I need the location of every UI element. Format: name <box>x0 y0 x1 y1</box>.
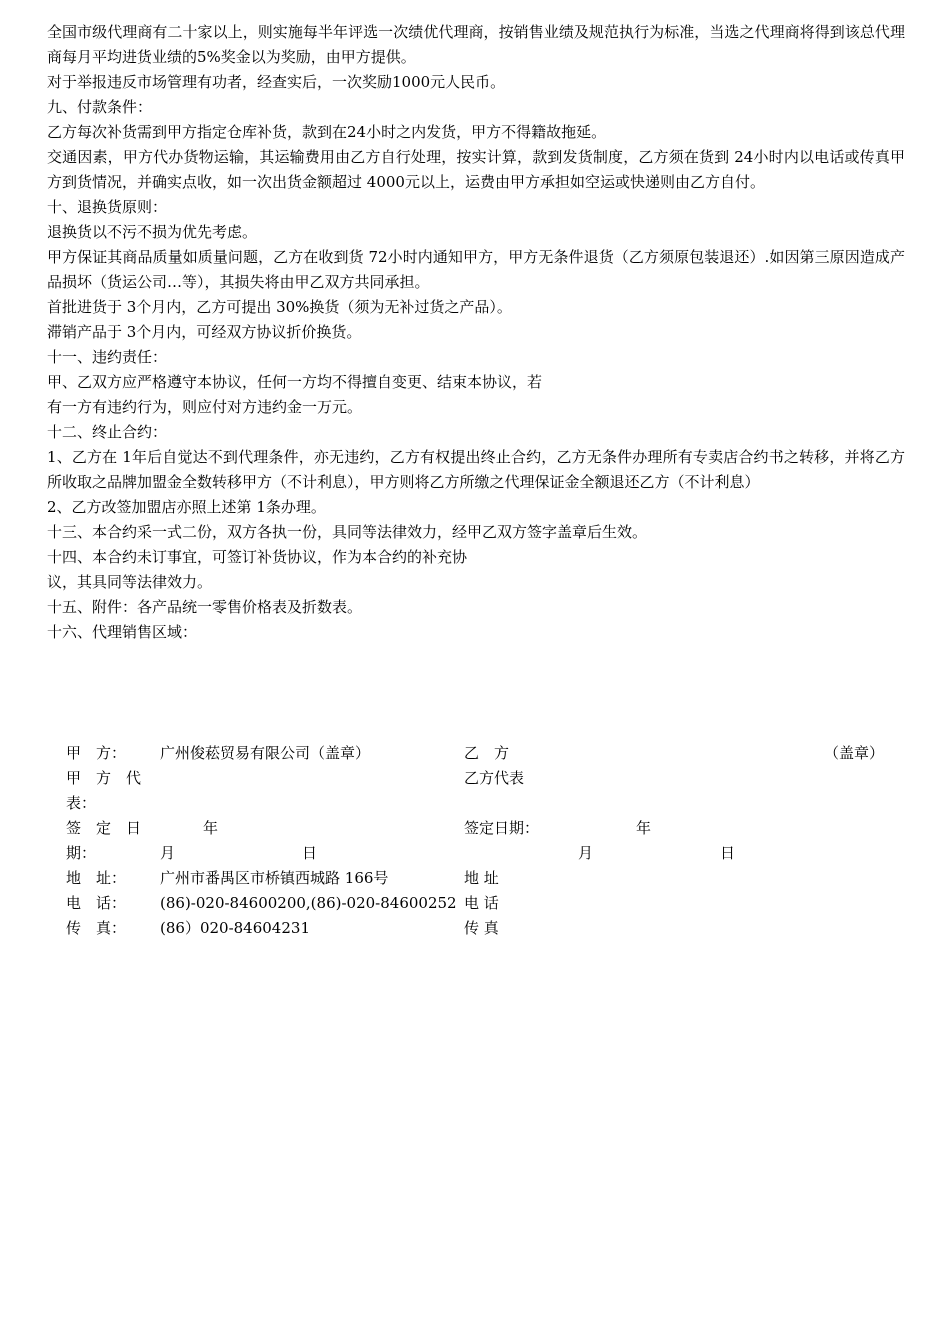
heading-sales-region: 十六、代理销售区域： <box>47 623 198 641</box>
signature-block <box>66 741 886 941</box>
paragraph-copies: 十三、本合约采一式二份，双方各执一份，具同等法律效力，经甲乙双方签字盖章后生效。 <box>47 523 648 541</box>
paragraph-supplement-2: 议，其具同等法律效力。 <box>47 573 213 591</box>
paragraph-breach-1: 甲、乙双方应严格遵守本协议，任何一方均不得擅自变更、结束本协议，若 <box>47 373 543 391</box>
signature-row-fax <box>66 916 886 941</box>
paragraph-return-priority: 退换货以不污不损为优先考虑。 <box>47 223 258 241</box>
party-a-fax-label: 传 真： <box>66 919 127 937</box>
paragraph-report-reward: 对于举报违反市场管理有功者，经查实后，一次奖励1000元人民币。 <box>47 73 506 91</box>
paragraph-attachments: 十五、附件：各产品统一零售价格表及折数表。 <box>47 598 363 616</box>
heading-payment-terms: 九、付款条件： <box>47 98 153 116</box>
paragraph-termination-1: 1、乙方在 1年后自觉达不到代理条件，亦无违约，乙方有权提出终止合约，乙方无条件办理所有专卖店合约书之转移，并将乙方所收取之品牌加盟金全数转移甲方（不计利息），甲方则将乙方所缴之代理保证金全额退还乙方（不计利息） <box>47 448 905 491</box>
party-a-day: 日 <box>302 844 318 862</box>
party-b-seal: （盖章） <box>824 744 885 762</box>
party-b-phone-label: 电 话 <box>464 894 499 912</box>
signature-row-party <box>66 741 886 766</box>
party-a-rep-label: 甲 方 代 <box>66 769 142 787</box>
party-a-phone: (86)-020-84600200,(86)-020-84600252 <box>160 894 457 912</box>
contract-body <box>47 20 905 645</box>
heading-breach-liability: 十一、违约责任： <box>47 348 168 366</box>
heading-termination: 十二、终止合约： <box>47 423 168 441</box>
party-a-month: 月 <box>160 844 176 862</box>
paragraph-unsold-exchange: 滞销产品于 3个月内，可经双方协议折价换货。 <box>47 323 362 341</box>
paragraph-first-batch-exchange: 首批进货于 3个月内，乙方可提出 30%换货（须为无补过货之产品）。 <box>47 298 512 316</box>
party-b-date-label: 签定日期： <box>464 819 540 837</box>
signature-row-phone <box>66 891 886 916</box>
signature-row-date <box>66 816 886 841</box>
party-b-address-label: 地 址 <box>464 869 499 887</box>
party-a-address: 广州市番禺区市桥镇西城路 166号 <box>160 869 389 887</box>
party-b-label: 乙 方 <box>464 744 510 762</box>
party-a-fax: (86）020-84604231 <box>160 919 310 937</box>
heading-return-policy: 十、退换货原则： <box>47 198 168 216</box>
party-a-rep-label-cont: 表： <box>66 794 97 812</box>
party-a-label: 甲 方： <box>66 744 127 762</box>
party-a-name: 广州俊菘贸易有限公司（盖章） <box>160 744 371 762</box>
signature-row-representative-cont <box>66 791 886 816</box>
signature-row-address <box>66 866 886 891</box>
paragraph-dealer-award: 全国市级代理商有二十家以上，则实施每半年评选一次绩优代理商，按销售业绩及规范执行为标准，当选之代理商将得到该总代理商每月平均进货业绩的5%奖金以为奖励，由甲方提供。 <box>47 23 905 66</box>
party-b-month: 月 <box>578 844 594 862</box>
party-b-rep-label: 乙方代表 <box>464 769 525 787</box>
paragraph-restock: 乙方每次补货需到甲方指定仓库补货，款到在24小时之内发货，甲方不得籍故拖延。 <box>47 123 607 141</box>
party-b-day: 日 <box>720 844 736 862</box>
paragraph-quality-guarantee: 甲方保证其商品质量如质量问题，乙方在收到货 72小时内通知甲方，甲方无条件退货（乙方须原包装退还）.如因第三原因造成产品损坏（货运公司…等），其损失将由甲乙双方共同承担。 <box>47 248 905 291</box>
signature-row-date-cont <box>66 841 886 866</box>
party-a-phone-label: 电 话： <box>66 894 127 912</box>
paragraph-termination-2: 2、乙方改签加盟店亦照上述第 1条办理。 <box>47 498 326 516</box>
party-a-year: 年 <box>203 819 219 837</box>
party-b-year: 年 <box>636 819 652 837</box>
party-a-address-label: 地 址： <box>66 869 127 887</box>
signature-row-representative <box>66 766 886 791</box>
paragraph-transport: 交通因素，甲方代办货物运输，其运输费用由乙方自行处理，按实计算，款到发货制度，乙方须在货到 24小时内以电话或传真甲方到货情况，并确实点收，如一次出货金额超过 4000元以上，运费由甲方承担如空运或快递则由乙方自付。 <box>47 148 905 191</box>
party-b-fax-label: 传 真 <box>464 919 499 937</box>
party-a-date-label: 签 定 日 <box>66 819 142 837</box>
paragraph-supplement-1: 十四、本合约未订事宜，可签订补货协议，作为本合约的补充协 <box>47 548 468 566</box>
party-a-date-label-cont: 期： <box>66 844 97 862</box>
paragraph-breach-2: 有一方有违约行为，则应付对方违约金一万元。 <box>47 398 363 416</box>
